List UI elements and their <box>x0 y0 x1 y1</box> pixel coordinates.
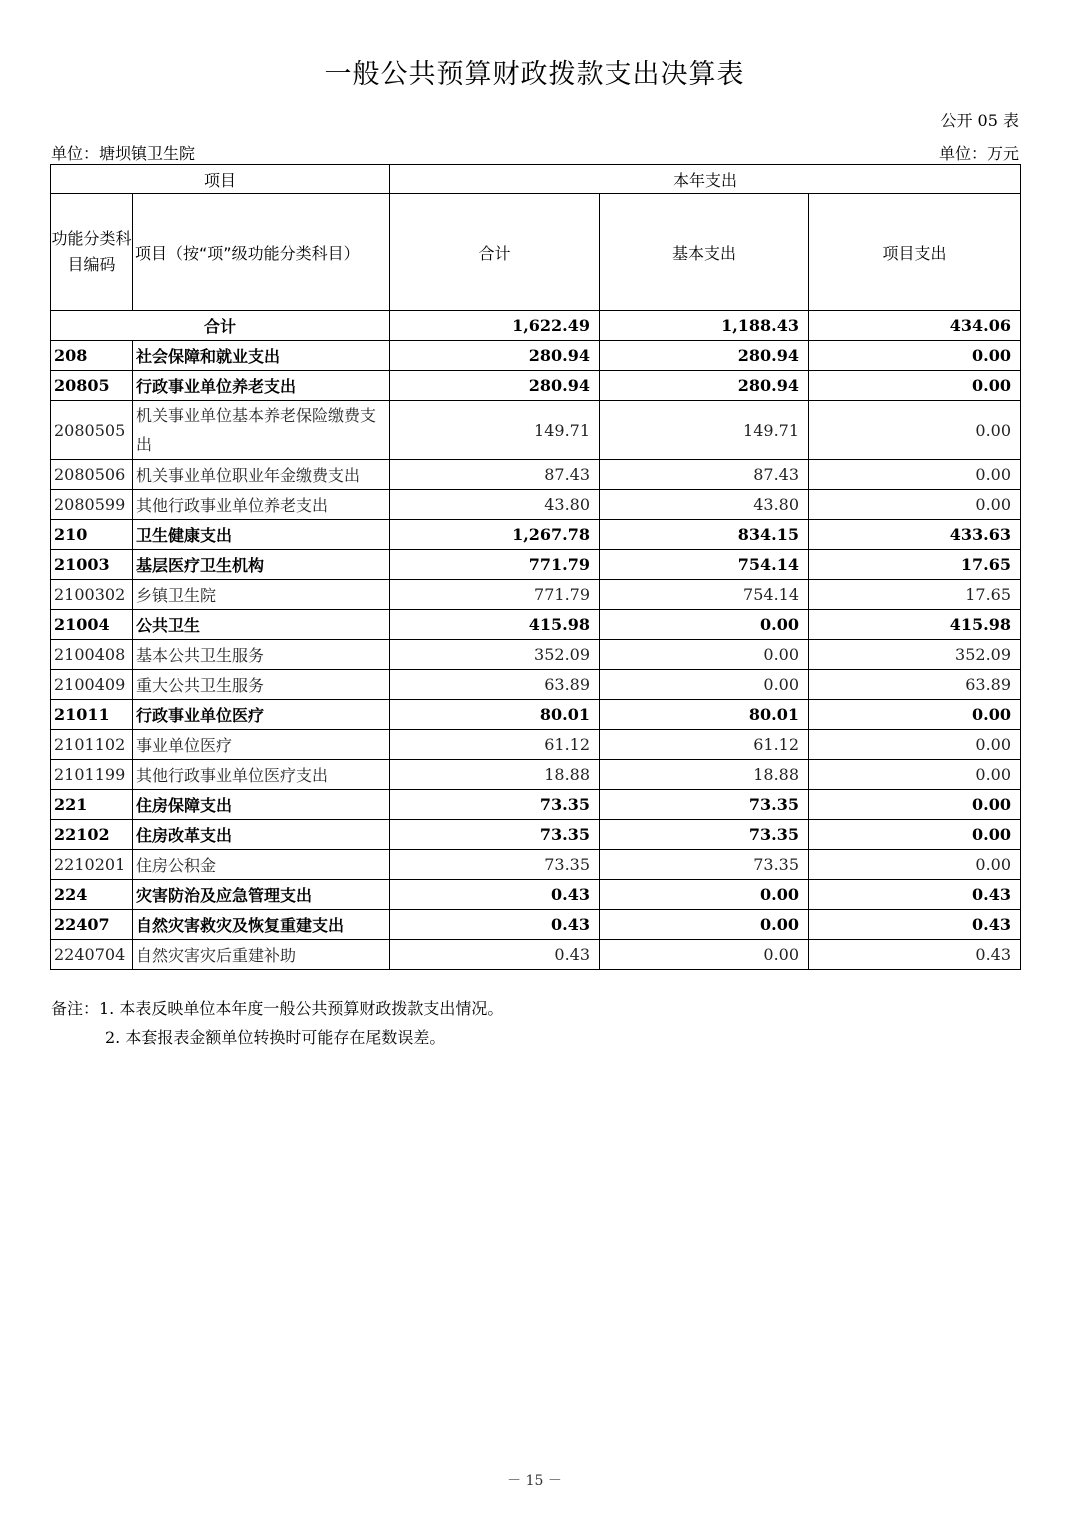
row-basic: 73.35 <box>600 820 809 850</box>
total-row <box>51 311 1021 341</box>
row-total: 43.80 <box>390 490 600 520</box>
row-name: 住房公积金 <box>133 850 390 880</box>
notes <box>51 994 503 1052</box>
row-project: 352.09 <box>809 640 1021 670</box>
row-code: 22102 <box>51 820 133 850</box>
table-row <box>51 760 1021 790</box>
row-name: 基本公共卫生服务 <box>133 640 390 670</box>
row-code: 2101199 <box>51 760 133 790</box>
row-total: 61.12 <box>390 730 600 760</box>
row-basic: 149.71 <box>600 401 809 460</box>
row-basic: 0.00 <box>600 610 809 640</box>
row-total: 73.35 <box>390 820 600 850</box>
note-2: 2. 本套报表金额单位转换时可能存在尾数误差。 <box>105 1028 446 1047</box>
form-number: 公开 05 表 <box>940 111 1019 130</box>
header-project-expenditure: 项目支出 <box>809 194 1021 311</box>
row-basic: 0.00 <box>600 640 809 670</box>
header-name: 项目（按“项”级功能分类科目） <box>133 194 390 311</box>
total-project: 434.06 <box>809 311 1021 341</box>
table-row <box>51 820 1021 850</box>
page-title: 一般公共预算财政拨款支出决算表 <box>324 59 745 90</box>
row-code: 2100302 <box>51 580 133 610</box>
row-project: 433.63 <box>809 520 1021 550</box>
row-project: 0.00 <box>809 730 1021 760</box>
row-basic: 0.00 <box>600 940 809 970</box>
row-code: 20805 <box>51 371 133 401</box>
row-project: 0.00 <box>809 371 1021 401</box>
row-code: 2080506 <box>51 460 133 490</box>
row-total: 352.09 <box>390 640 600 670</box>
row-project: 63.89 <box>809 670 1021 700</box>
row-name: 其他行政事业单位医疗支出 <box>133 760 390 790</box>
table-row <box>51 460 1021 490</box>
row-code: 221 <box>51 790 133 820</box>
row-total: 0.43 <box>390 880 600 910</box>
header-current-year: 本年支出 <box>390 165 1021 194</box>
row-project: 0.43 <box>809 910 1021 940</box>
row-name: 行政事业单位养老支出 <box>133 371 390 401</box>
reporting-unit: 单位：塘坝镇卫生院 <box>51 144 196 163</box>
row-basic: 280.94 <box>600 371 809 401</box>
total-basic: 1,188.43 <box>600 311 809 341</box>
row-project: 0.00 <box>809 700 1021 730</box>
row-total: 87.43 <box>390 460 600 490</box>
row-name: 其他行政事业单位养老支出 <box>133 490 390 520</box>
row-basic: 87.43 <box>600 460 809 490</box>
row-name: 事业单位医疗 <box>133 730 390 760</box>
row-name: 灾害防治及应急管理支出 <box>133 880 390 910</box>
table-row <box>51 610 1021 640</box>
money-unit: 单位：万元 <box>938 144 1019 163</box>
table-row <box>51 700 1021 730</box>
row-code: 21003 <box>51 550 133 580</box>
row-basic: 754.14 <box>600 580 809 610</box>
row-basic: 0.00 <box>600 910 809 940</box>
row-project: 0.00 <box>809 341 1021 371</box>
row-name: 公共卫生 <box>133 610 390 640</box>
row-total: 73.35 <box>390 790 600 820</box>
row-project: 0.43 <box>809 940 1021 970</box>
row-name: 自然灾害救灾及恢复重建支出 <box>133 910 390 940</box>
row-basic: 61.12 <box>600 730 809 760</box>
row-name: 自然灾害灾后重建补助 <box>133 940 390 970</box>
row-name: 基层医疗卫生机构 <box>133 550 390 580</box>
row-project: 0.00 <box>809 820 1021 850</box>
row-code: 208 <box>51 341 133 371</box>
row-project: 0.00 <box>809 460 1021 490</box>
table-row <box>51 341 1021 371</box>
row-name: 住房改革支出 <box>133 820 390 850</box>
row-project: 415.98 <box>809 610 1021 640</box>
row-name: 机关事业单位基本养老保险缴费支出 <box>133 401 390 460</box>
row-total: 73.35 <box>390 850 600 880</box>
row-code: 2100409 <box>51 670 133 700</box>
table-row <box>51 730 1021 760</box>
row-basic: 73.35 <box>600 790 809 820</box>
row-project: 0.00 <box>809 760 1021 790</box>
table-row <box>51 940 1021 970</box>
row-code: 2240704 <box>51 940 133 970</box>
page-number: － 15 － <box>507 1473 562 1489</box>
row-basic: 280.94 <box>600 341 809 371</box>
table-row <box>51 520 1021 550</box>
note-1: 备注：1. 本表反映单位本年度一般公共预算财政拨款支出情况。 <box>51 999 504 1018</box>
header-code: 功能分类科目编码 <box>51 194 133 311</box>
total-label: 合计 <box>51 311 390 341</box>
table-row <box>51 910 1021 940</box>
row-total: 63.89 <box>390 670 600 700</box>
row-total: 771.79 <box>390 550 600 580</box>
row-project: 17.65 <box>809 580 1021 610</box>
row-code: 2080599 <box>51 490 133 520</box>
row-name: 乡镇卫生院 <box>133 580 390 610</box>
table-row <box>51 640 1021 670</box>
table-row <box>51 850 1021 880</box>
row-name: 机关事业单位职业年金缴费支出 <box>133 460 390 490</box>
row-project: 0.00 <box>809 790 1021 820</box>
header-project: 项目 <box>51 165 390 194</box>
row-basic: 0.00 <box>600 880 809 910</box>
row-code: 210 <box>51 520 133 550</box>
row-total: 0.43 <box>390 910 600 940</box>
row-name: 社会保障和就业支出 <box>133 341 390 371</box>
row-code: 21004 <box>51 610 133 640</box>
row-name: 重大公共卫生服务 <box>133 670 390 700</box>
table-row <box>51 880 1021 910</box>
table-row <box>51 670 1021 700</box>
header-basic: 基本支出 <box>600 194 809 311</box>
row-code: 21011 <box>51 700 133 730</box>
row-total: 1,267.78 <box>390 520 600 550</box>
row-project: 0.43 <box>809 880 1021 910</box>
row-project: 0.00 <box>809 401 1021 460</box>
row-total: 280.94 <box>390 341 600 371</box>
row-code: 2100408 <box>51 640 133 670</box>
row-code: 2080505 <box>51 401 133 460</box>
table-row <box>51 401 1021 460</box>
header-total: 合计 <box>390 194 600 311</box>
row-basic: 43.80 <box>600 490 809 520</box>
table-row <box>51 790 1021 820</box>
row-name: 行政事业单位医疗 <box>133 700 390 730</box>
row-code: 22407 <box>51 910 133 940</box>
row-project: 0.00 <box>809 490 1021 520</box>
total-sum: 1,622.49 <box>390 311 600 341</box>
row-name: 住房保障支出 <box>133 790 390 820</box>
row-project: 17.65 <box>809 550 1021 580</box>
table-row <box>51 550 1021 580</box>
row-code: 2210201 <box>51 850 133 880</box>
row-total: 149.71 <box>390 401 600 460</box>
row-basic: 834.15 <box>600 520 809 550</box>
row-project: 0.00 <box>809 850 1021 880</box>
row-code: 2101102 <box>51 730 133 760</box>
table-row <box>51 371 1021 401</box>
row-basic: 73.35 <box>600 850 809 880</box>
row-total: 18.88 <box>390 760 600 790</box>
row-total: 80.01 <box>390 700 600 730</box>
expenditure-table <box>50 164 1021 970</box>
row-total: 0.43 <box>390 940 600 970</box>
table-row <box>51 490 1021 520</box>
row-total: 771.79 <box>390 580 600 610</box>
row-total: 280.94 <box>390 371 600 401</box>
row-basic: 80.01 <box>600 700 809 730</box>
row-basic: 754.14 <box>600 550 809 580</box>
row-total: 415.98 <box>390 610 600 640</box>
row-code: 224 <box>51 880 133 910</box>
table-row <box>51 580 1021 610</box>
row-basic: 0.00 <box>600 670 809 700</box>
row-name: 卫生健康支出 <box>133 520 390 550</box>
row-basic: 18.88 <box>600 760 809 790</box>
